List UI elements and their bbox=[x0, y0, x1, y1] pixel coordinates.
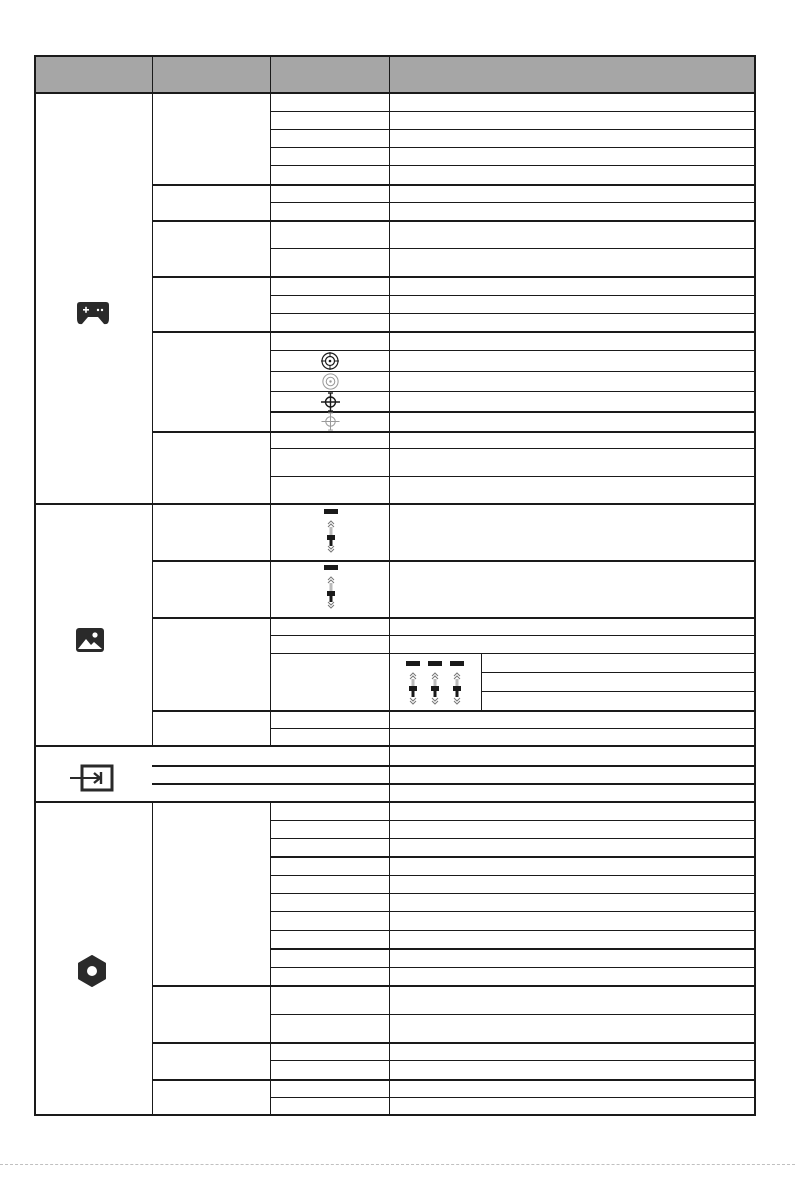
subgroup-divider bbox=[270, 411, 755, 413]
row-divider bbox=[270, 930, 755, 931]
group-divider bbox=[152, 617, 755, 619]
section-divider bbox=[34, 503, 755, 505]
group-divider bbox=[152, 765, 755, 767]
group-divider bbox=[152, 985, 755, 987]
group-divider bbox=[152, 431, 755, 433]
group-divider bbox=[152, 220, 755, 222]
gear-icon bbox=[76, 955, 108, 987]
header-bottom-border bbox=[34, 92, 755, 94]
row-divider bbox=[270, 728, 755, 729]
input-source-icon bbox=[70, 763, 116, 793]
crosshair-circle-light-icon bbox=[321, 372, 340, 391]
page-cut-line bbox=[0, 1164, 795, 1165]
row-divider bbox=[270, 1014, 755, 1015]
row-divider bbox=[270, 371, 755, 372]
row-divider bbox=[270, 653, 755, 654]
subgroup-divider bbox=[270, 856, 755, 858]
crosshair-cross-icon bbox=[320, 392, 341, 412]
row-divider bbox=[270, 391, 755, 392]
table-top-border bbox=[34, 55, 755, 57]
gamepad-icon bbox=[76, 300, 110, 326]
row-divider bbox=[270, 248, 755, 249]
row-divider bbox=[270, 165, 755, 166]
group-divider bbox=[152, 276, 755, 278]
group-divider bbox=[152, 1042, 755, 1044]
row-divider bbox=[270, 313, 755, 314]
table-bottom-border bbox=[34, 1114, 755, 1116]
slider-icon bbox=[322, 564, 340, 610]
row-divider bbox=[270, 967, 755, 968]
column-divider-1 bbox=[152, 55, 153, 747]
column-divider-1 bbox=[152, 802, 153, 1115]
section-divider bbox=[34, 745, 755, 747]
group-divider bbox=[152, 331, 755, 333]
row-divider bbox=[270, 295, 755, 296]
slider-icon bbox=[322, 508, 340, 554]
subgroup-divider bbox=[270, 948, 755, 950]
rgb-slider-icon bbox=[404, 660, 466, 706]
row-divider bbox=[270, 1060, 755, 1061]
row-divider bbox=[481, 691, 755, 692]
group-divider bbox=[152, 783, 755, 785]
column-divider-2 bbox=[270, 55, 271, 747]
table-right-border bbox=[754, 55, 756, 1116]
row-divider bbox=[270, 875, 755, 876]
row-divider bbox=[481, 672, 755, 673]
row-divider bbox=[270, 129, 755, 130]
row-divider bbox=[270, 635, 755, 636]
row-divider bbox=[270, 111, 755, 112]
section-divider bbox=[34, 801, 755, 803]
table-header bbox=[34, 56, 755, 92]
row-divider bbox=[270, 202, 755, 203]
row-divider bbox=[270, 820, 755, 821]
row-divider bbox=[270, 448, 755, 449]
group-divider bbox=[152, 184, 755, 186]
row-divider bbox=[270, 147, 755, 148]
group-divider bbox=[152, 560, 755, 562]
group-divider bbox=[152, 710, 755, 712]
column-divider-3 bbox=[389, 55, 390, 1115]
row-divider bbox=[270, 476, 755, 477]
row-divider bbox=[270, 911, 755, 912]
row-divider bbox=[270, 350, 755, 351]
row-divider bbox=[270, 1097, 755, 1098]
row-divider bbox=[270, 838, 755, 839]
crosshair-cross-light-icon bbox=[320, 412, 341, 431]
image-icon bbox=[75, 627, 105, 653]
row-divider bbox=[270, 893, 755, 894]
rgb-sub-divider bbox=[481, 654, 482, 710]
crosshair-circle-icon bbox=[320, 351, 340, 371]
column-divider-2 bbox=[270, 802, 271, 1115]
table-left-border bbox=[34, 55, 36, 1116]
group-divider bbox=[152, 1079, 755, 1081]
